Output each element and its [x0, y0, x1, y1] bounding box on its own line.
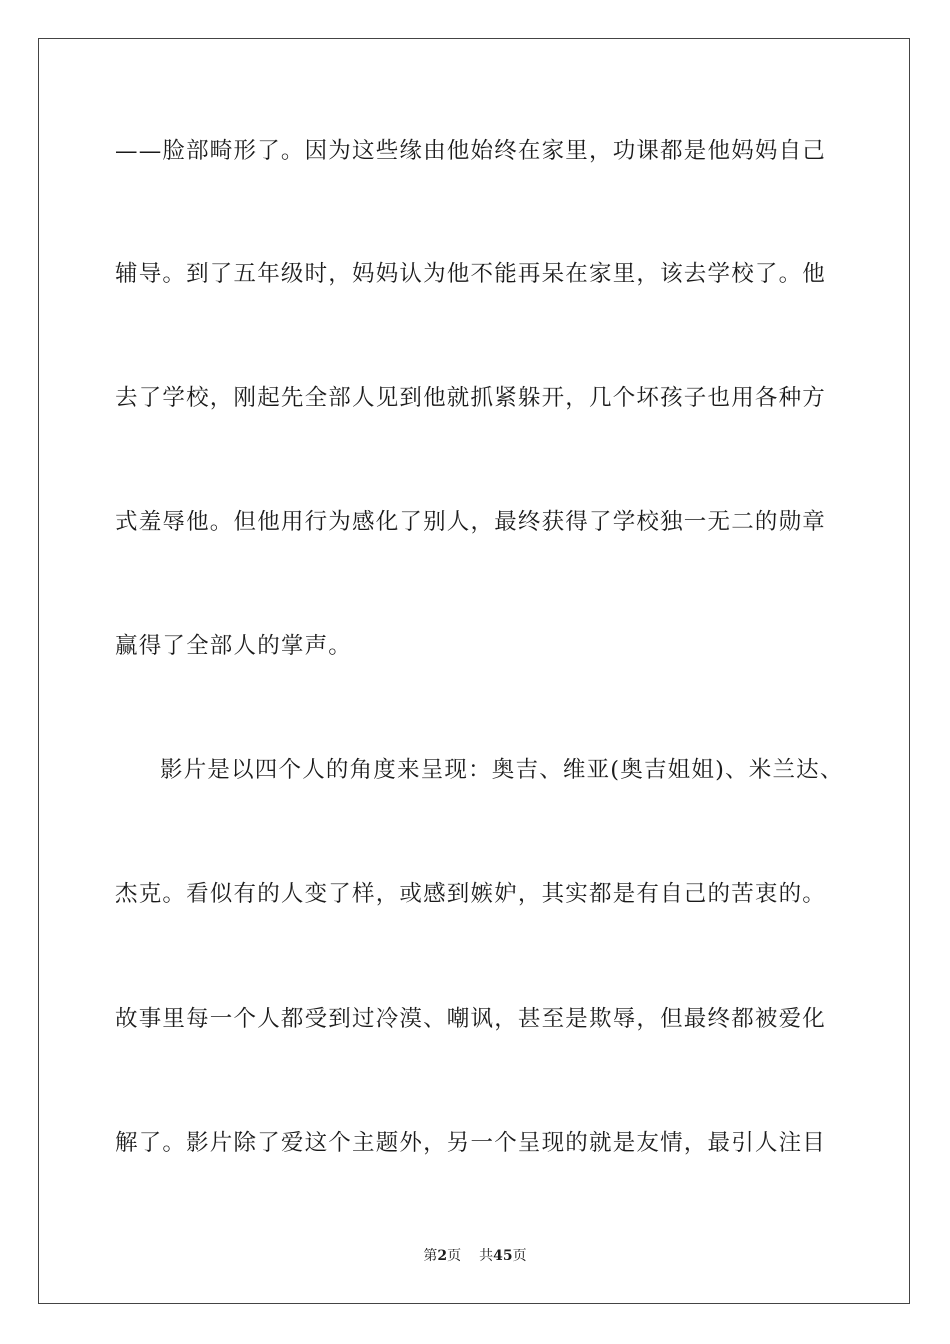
body-line-2: 辅导。到了五年级时，妈妈认为他不能再呆在家里，该去学校了。他: [115, 261, 827, 287]
body-line-1: ——脸部畸形了。因为这些缘由他始终在家里，功课都是他妈妈自己: [115, 138, 827, 164]
page-number: 2: [437, 1248, 448, 1264]
total-prefix: 共: [479, 1248, 494, 1264]
total-pages: 45: [493, 1248, 513, 1264]
body-line-3: 去了学校，刚起先全部人见到他就抓紧躲开，几个坏孩子也用各种方: [115, 385, 827, 411]
page-suffix: 页: [447, 1248, 462, 1264]
body-line-4: 式羞辱他。但他用行为感化了别人，最终获得了学校独一无二的勋章: [115, 509, 827, 535]
body-line-9: 解了。影片除了爱这个主题外，另一个呈现的就是友情，最引人注目: [115, 1130, 827, 1156]
body-line-8: 故事里每一个人都受到过冷漠、嘲讽，甚至是欺辱，但最终都被爱化: [115, 1006, 827, 1032]
body-line-6: 影片是以四个人的角度来呈现：奥吉、维亚(奥吉姐姐)、米兰达、: [160, 757, 844, 783]
body-line-7: 杰克。看似有的人变了样，或感到嫉妒，其实都是有自己的苦衷的。: [115, 881, 827, 907]
total-suffix: 页: [512, 1248, 527, 1264]
page-frame: [38, 38, 910, 1304]
page-footer: [0, 1247, 950, 1265]
body-line-5: 赢得了全部人的掌声。: [115, 633, 353, 659]
page-prefix: 第: [423, 1248, 438, 1264]
